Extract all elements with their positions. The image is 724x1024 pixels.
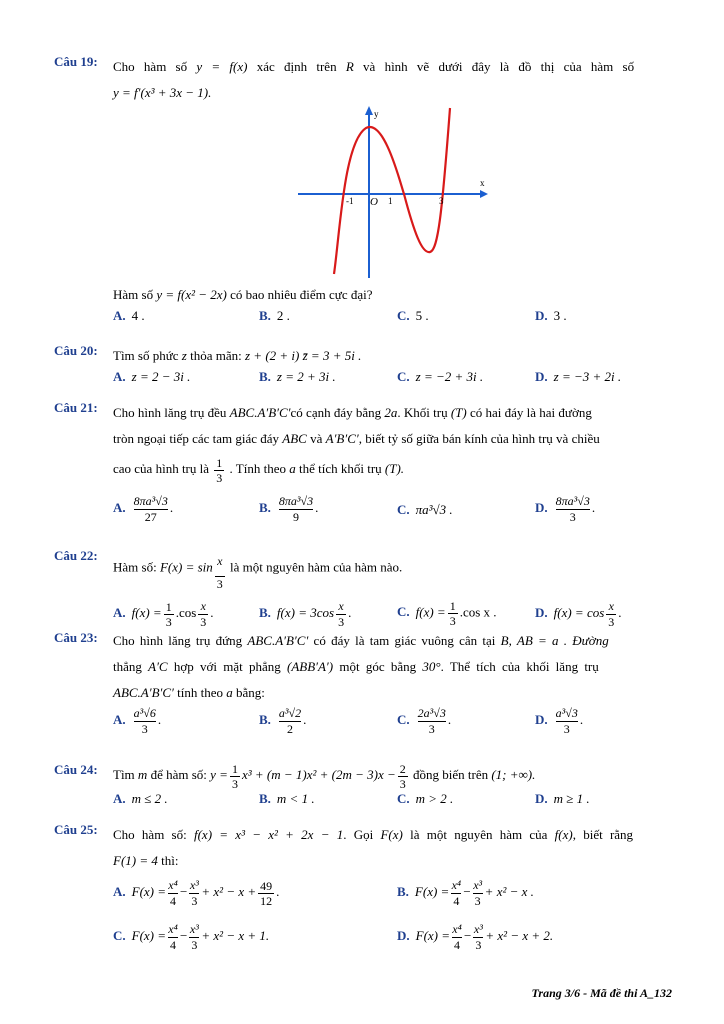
option-c[interactable]: C. $\frac{\text{2a³√3}}{3}$ . — [397, 706, 452, 736]
option-d[interactable]: D. $\frac{\text{a³√3}}{3}$ . — [535, 706, 584, 736]
question-number: Câu 25: — [54, 822, 98, 837]
tick-1: 1 — [388, 196, 393, 206]
x-axis-label: x — [480, 178, 485, 188]
question-number: Câu 23: — [54, 630, 98, 645]
option-b[interactable]: B. $f(x) = 3\cos \frac{x}{3}$ . — [259, 599, 352, 629]
option-a[interactable]: A. $\frac{\text{8πa³√3}}{27}$ . — [113, 494, 174, 524]
question-number: Câu 19: — [54, 54, 98, 69]
option-b[interactable]: B. $F(x) = \frac{\text{x⁴}}{4}$ − $\frac{\text{x³}}{3}$ + x² − x . — [397, 878, 534, 908]
option-c[interactable]: C. πa³√3 . — [397, 502, 453, 517]
curve — [334, 108, 450, 274]
question-21: Câu 21: Cho hình lăng trụ đều ABC.A′B′C′có cạnh đáy bằng 2a. Khối trụ (T) có hai đáy là hai đường tròn ngoại tiếp các tam giác đáy ABC và A′B′C′, biết tỷ số giữa bán kính của hình trụ và chiều cao của hình trụ là $\frac{1}{3}$ . Tính theo a thể tích khối trụ (T). A. $\frac{\text{8πa³√3}}{27}$ . B. $\frac{\text{8πa³√3}}{9}$ . C. πa³√3 . D. $\frac{\text{8πa³√3}}{3}$ . — [54, 400, 600, 524]
question-number: Câu 22: — [54, 548, 98, 563]
question-number: Câu 20: — [54, 343, 98, 358]
option-d[interactable]: D. $F(x) = \frac{\text{x⁴}}{4}$ − $\frac{\text{x³}}{3}$ + x² − x + 2. — [397, 922, 554, 952]
option-c[interactable]: C. $F(x) = \frac{\text{x⁴}}{4}$ − $\frac{\text{x³}}{3}$ + x² − x + 1. — [113, 922, 270, 952]
question-24: Câu 24: Tìm m để hàm số: y = $\frac{1}{3}$ x³ + (m − 1)x² + (2m − 3)x − $\frac{2}{3}$ đồng biến trên (1; +∞). A. m ≤ 2 . B. m < 1 . C. m > 2 . D. m ≥ 1 . — [54, 761, 590, 806]
question-23: Câu 23: Cho hình lăng trụ đứng ABC.A′B′C′ có đáy là tam giác vuông cân tại B, AB = a . Đường thẳng A′C hợp với mặt phẳng (ABB′A′) một góc bằng 30°. Thể tích của khối lăng trụ ABC.A′B′C′ tính theo a bằng: A. $\frac{\text{a³√6}}{3}$ . B. $\frac{\text{a³√2}}{2}$ . C. $\frac{\text{2a³√3}}{3}$ . D. $\frac{\text{a³√3}}{3}$ . — [54, 630, 609, 736]
y-axis-arrow — [365, 106, 373, 115]
option-a[interactable]: A. $F(x) = \frac{\text{x⁴}}{4}$ − $\frac{\text{x³}}{3}$ + x² − x + $\frac{49}{12}$ . — [113, 878, 280, 908]
derivative-graph — [296, 102, 496, 280]
question-19-ask: Hàm số y = f(x² − 2x) có bao nhiêu điểm cực đại? A. 4 . B. 2 . C. 5 . D. 3 . — [113, 287, 567, 323]
question-number: Câu 24: — [54, 762, 98, 777]
option-b[interactable]: B. 2 . — [259, 308, 290, 323]
tick-neg1: -1 — [346, 196, 354, 206]
tick-3: 3 — [439, 196, 444, 206]
option-b[interactable]: B. m < 1 . — [259, 790, 315, 806]
option-d[interactable]: D. $f(x) = \cos \frac{x}{3}$ . — [535, 599, 622, 629]
option-c[interactable]: C. 5 . — [397, 308, 429, 323]
option-b[interactable]: B. $\frac{\text{a³√2}}{2}$ . — [259, 706, 307, 736]
option-a[interactable]: A. 4 . — [113, 308, 145, 323]
option-a[interactable]: A. z = 2 − 3i . — [113, 369, 191, 384]
option-c[interactable]: C. f(x) = $\frac{1}{3}$ .cos x . — [397, 599, 497, 628]
question-19: Câu 19: Cho hàm số y = f(x) xác định trên R và hình vẽ dưới đây là đồ thị của hàm số y = f′(x³ + 3x − 1). — [54, 54, 635, 100]
question-20: Câu 20: Tìm số phức z thỏa mãn: z + (2 + i) z̄ = 3 + 5i . A. z = 2 − 3i . B. z = 2 + 3i . C. z = −2 + 3i . D. z = −3 + 2i . — [54, 343, 622, 384]
option-c[interactable]: C. m > 2 . — [397, 790, 454, 806]
page-footer: Trang 3/6 - Mã đề thi A_132 — [531, 986, 672, 1000]
question-25: Câu 25: Cho hàm số: f(x) = x³ − x² + 2x − 1. Gọi F(x) là một nguyên hàm của f(x), biết rằng F(1) = 4 thì: A. $F(x) = \frac{\text{x⁴}}{4}$ − $\frac{\text{x³}}{3}$ + x² − x + $\frac{49}{12}$ . B. $F(x) = \frac{\text{x⁴}}{4}$ − $\frac{\text{x³}}{3}$ + x² − x . C. $F(x) = \frac{\text{x⁴}}{4}$ − $\frac{\text{x³}}{3}$ + x² − x + 1. D. $F(x) = \frac{\text{x⁴}}{4}$ − $\frac{\text{x³}}{3}$ + x² − x + 2. — [54, 822, 634, 952]
option-d[interactable]: D. $\frac{\text{8πa³√3}}{3}$ . — [535, 494, 596, 524]
option-d[interactable]: D. z = −3 + 2i . — [535, 369, 622, 384]
option-b[interactable]: B. $\frac{\text{8πa³√3}}{9}$ . — [259, 494, 319, 524]
x-axis-arrow — [480, 190, 488, 198]
question-number: Câu 21: — [54, 400, 98, 415]
option-b[interactable]: B. z = 2 + 3i . — [259, 369, 336, 384]
question-22: Câu 22: Hàm số: $F(x) = \sin \frac{x}{3}$ là một nguyên hàm của hàm nào. A. f(x) = $\frac{1}{3}$ $.\cos \frac{x}{3}$ . B. $f(x) = 3\cos \frac{x}{3}$ . C. f(x) = $\frac{1}{3}$ .cos x . D. $f(x) = \cos \frac{x}{3}$ . — [54, 548, 622, 629]
y-axis-label: y — [374, 109, 379, 119]
option-c[interactable]: C. z = −2 + 3i . — [397, 369, 484, 384]
option-d[interactable]: D. 3 . — [535, 308, 567, 323]
option-a[interactable]: A. m ≤ 2 . — [113, 790, 168, 806]
option-d[interactable]: D. m ≥ 1 . — [535, 790, 590, 806]
option-a[interactable]: A. f(x) = $\frac{1}{3}$ $.\cos \frac{x}{3}$ . — [113, 599, 214, 629]
origin-label: O — [370, 196, 378, 208]
option-a[interactable]: A. $\frac{\text{a³√6}}{3}$ . — [113, 706, 162, 736]
